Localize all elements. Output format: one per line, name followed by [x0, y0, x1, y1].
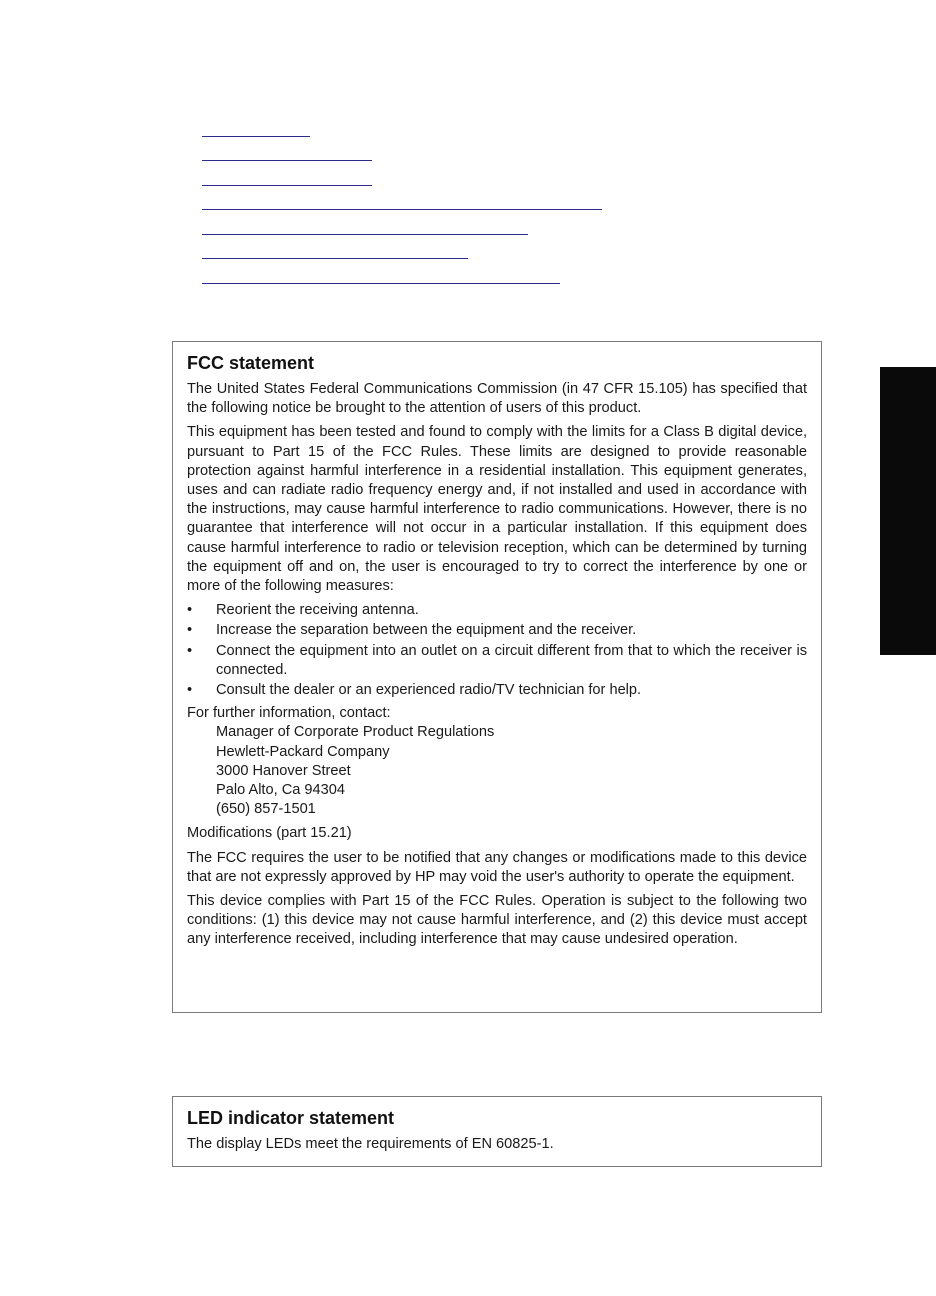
fcc-title: FCC statement [187, 353, 315, 373]
conditions-text: This device complies with Part 15 of the FCC Rules. Operation is subject to the following two conditions: (1) this device may not cause harmful interference, and (2) this device must accept any interference received, including interference that may cause undesired operation. [187, 893, 807, 948]
link-underline[interactable] [202, 234, 528, 235]
contact-line: Manager of Corporate Product Regulations [216, 724, 495, 741]
link-underline[interactable] [202, 185, 372, 186]
contact-line: Hewlett-Packard Company [216, 743, 390, 760]
link-underline[interactable] [202, 258, 468, 259]
list-item: • Increase the separation between the equipment and the receiver. [187, 621, 807, 640]
modifications-heading: Modifications (part 15.21) [187, 825, 352, 842]
list-item: • Connect the equipment into an outlet on a circuit different from that to which the receiver is connected. [187, 642, 807, 678]
led-title: LED indicator statement [187, 1108, 395, 1128]
list-item: • Consult the dealer or an experienced radio/TV technician for help. [187, 681, 807, 700]
contact-line: 3000 Hanover Street [216, 762, 351, 779]
measures-list [187, 601, 807, 700]
link-underline[interactable] [202, 136, 310, 137]
contact-intro: For further information, contact: [187, 705, 391, 722]
link-underline[interactable] [202, 209, 602, 210]
bullet-icon: • [187, 622, 193, 639]
led-statement-box [172, 1096, 822, 1167]
contact-line: (650) 857-1501 [216, 801, 316, 818]
chapter-side-tab [880, 367, 936, 655]
contact-line: Palo Alto, Ca 94304 [216, 782, 346, 799]
fcc-intro: The United States Federal Communications Commission (in 47 CFR 15.105) has specified that the following notice be brought to the attention of users of this product. [187, 381, 807, 417]
link-underline[interactable] [202, 160, 372, 161]
modifications-text: The FCC requires the user to be notified that any changes or modifications made to this device that are not expressly approved by HP may void the user's authority to operate the equipment. [187, 849, 807, 885]
fcc-body: This equipment has been tested and found to comply with the limits for a Class B digital device, pursuant to Part 15 of the FCC Rules. These limits are designed to provide reasonable protection against harmful interference in a residential installation. This equipment generates, uses and can radiate radio frequency energy and, if not installed and used in accordance with the instructions, may cause harmful interference to radio communications. However, there is no guarantee that interference will not occur in a particular installation. If this equipment does cause harmful interference to radio or television reception, which can be determined by turning the equipment off and on, the user is encouraged to try to correct the interference by one or more of the following measures: [187, 424, 807, 595]
bullet-icon: • [187, 602, 193, 619]
bullet-icon: • [187, 642, 193, 659]
fcc-statement-box [172, 341, 822, 1013]
contact-block [187, 704, 807, 819]
link-underline[interactable] [202, 283, 560, 284]
list-item: • Reorient the receiving antenna. [187, 601, 807, 620]
bullet-icon: • [187, 682, 193, 699]
led-text: The display LEDs meet the requirements of EN 60825-1. [187, 1136, 554, 1152]
